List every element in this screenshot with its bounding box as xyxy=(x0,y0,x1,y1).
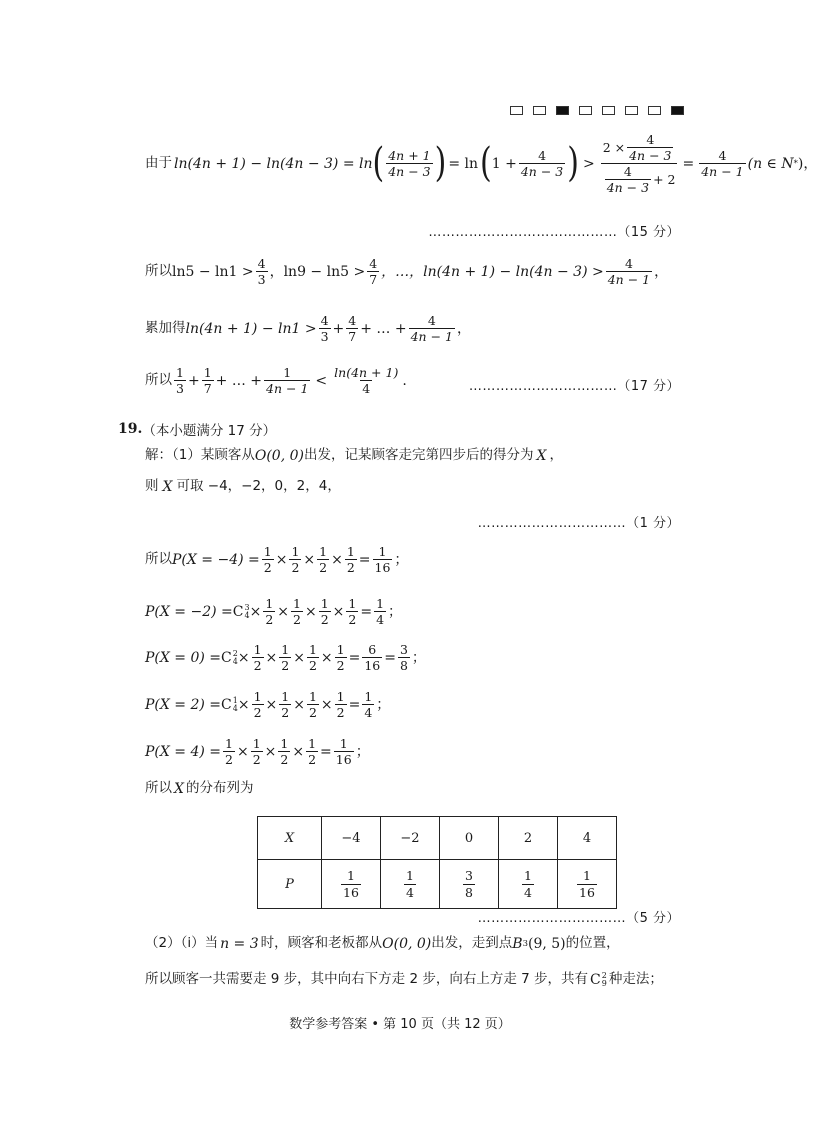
math: X xyxy=(536,448,547,464)
prob-x-neg2: P(X = −2) = C 3 4 × $\frac{1}{2}$ × $\frac{1}{2}$ × $\frac{1}{2}$ × $\frac{1}{2}$ = $\frac{1}{4}$ ； xyxy=(145,596,403,628)
page-footer: 数学参考答案 • 第 10 页（共 12 页） xyxy=(289,1017,511,1032)
header-square-filled xyxy=(556,106,569,115)
fraction: $\frac{4}{3}$ xyxy=(257,256,266,288)
header-square xyxy=(533,106,546,115)
text: 时，顾客和老板都从 xyxy=(260,935,383,952)
text: 可取 −4，−2，0，2，4， xyxy=(176,478,341,495)
text: ， xyxy=(549,447,563,464)
math: > xyxy=(582,155,595,172)
distribution-intro xyxy=(145,782,253,796)
table-cell: 0 xyxy=(440,817,499,860)
conclusion-inequality xyxy=(145,366,407,395)
values-of-x xyxy=(145,480,341,494)
text: 解：（1）某顾客从 xyxy=(145,447,255,464)
math: ， xyxy=(457,320,471,337)
combination: C 1 4 xyxy=(221,695,238,713)
combination: C 3 4 xyxy=(232,602,250,620)
score-marker: ……………………………（1 分） xyxy=(477,516,680,531)
sum-inequality xyxy=(145,314,471,343)
prob-x-2: P(X = 2) = C 1 4 × $\frac{1}{2}$ × $\frac{1}{2}$ × $\frac{1}{2}$ × $\frac{1}{2}$ = $\frac{1}{4}$ ； xyxy=(145,689,391,721)
table-header-x: X xyxy=(258,817,322,860)
math: ln5 − ln1 > xyxy=(172,263,254,280)
score-marker: ……………………………（17 分） xyxy=(468,379,680,394)
header-square xyxy=(579,106,592,115)
table-cell: $\frac{1}{16}$ xyxy=(558,860,617,909)
score-marker: ……………………………（5 分） xyxy=(477,911,680,926)
math: P(X = 4) = xyxy=(145,743,222,760)
text: 所以 xyxy=(145,371,172,388)
paren-open: ( xyxy=(372,139,385,187)
text: 所以 xyxy=(145,262,172,279)
prob-x-4: P(X = 4) = $\frac{1}{2}$ × $\frac{1}{2}$ × $\frac{1}{2}$ × $\frac{1}{2}$ = $\frac{1}{16}$ ； xyxy=(145,736,370,768)
text: 的分布列为 xyxy=(185,780,254,797)
math: (n ∈ N xyxy=(747,155,794,172)
fraction: $\frac{1}{4n - 1}$ xyxy=(266,365,309,397)
table-cell: $\frac{1}{4}$ xyxy=(381,860,440,909)
text: 种走法； xyxy=(608,971,663,988)
question-points: （本小题满分 17 分） xyxy=(142,423,277,439)
table-row xyxy=(258,860,617,909)
math: . xyxy=(402,372,407,389)
text: 累加得 xyxy=(145,319,186,336)
math: P(X = 2) = xyxy=(145,696,222,713)
text: 则 xyxy=(145,478,159,495)
math: B xyxy=(512,936,523,952)
paren-close: ) xyxy=(567,139,579,187)
text: 由于 xyxy=(145,155,172,171)
fraction: $\frac{4}{4n - 3}$ xyxy=(520,148,564,180)
fraction: $\frac{4}{7}$ xyxy=(369,256,378,288)
solution-intro xyxy=(145,449,563,463)
table-cell: $\frac{1}{16}$ xyxy=(322,860,381,909)
score-marker: ……………………………………（15 分） xyxy=(428,225,680,240)
text: 所以 xyxy=(145,550,172,567)
prob-x-neg4: 所以 P(X = −4) = $\frac{1}{2}$ × $\frac{1}{2}$ × $\frac{1}{2}$ × $\frac{1}{2}$ = $\frac{1}{16}$ ； xyxy=(145,544,409,576)
math: P(X = 0) = xyxy=(145,649,222,666)
header-square xyxy=(648,106,661,115)
header-square xyxy=(602,106,615,115)
distribution-table xyxy=(257,816,617,909)
fraction: $\frac{4}{3}$ xyxy=(320,313,329,345)
inequality-list xyxy=(145,257,668,286)
math: + xyxy=(332,320,345,337)
text: （2）（ⅰ）当 xyxy=(145,935,219,952)
paren-open: ( xyxy=(480,139,492,187)
math: 1 + xyxy=(491,155,517,172)
math: )， xyxy=(797,155,817,172)
combination: C 2 4 xyxy=(221,648,238,666)
math: P(X = −4) = xyxy=(172,551,260,568)
math: + xyxy=(187,372,200,389)
text: 出发，走到点 xyxy=(431,935,513,952)
header-square-filled xyxy=(671,106,684,115)
compound-fraction: 2 × $\frac{4}{4n - 3}$ $\frac{4}{4n - 3}$ + 2 xyxy=(602,132,676,196)
math: P(X = −2) = xyxy=(145,603,233,620)
table-cell: 2 xyxy=(499,817,558,860)
math: + … + xyxy=(360,320,407,337)
header-square xyxy=(625,106,638,115)
math: + … + xyxy=(215,372,263,389)
math: X xyxy=(162,479,173,495)
text: 所以 xyxy=(145,780,172,797)
math: O(0, 0) xyxy=(254,448,304,464)
math: = ln xyxy=(448,155,479,172)
math: 3 xyxy=(522,938,528,949)
part2-statement xyxy=(145,937,620,951)
text: 所以顾客一共需要走 9 步，其中向右下方走 2 步，向右上方走 7 步，共有 xyxy=(145,971,589,988)
question-header xyxy=(118,419,276,439)
table-cell: 4 xyxy=(558,817,617,860)
prob-x-0: P(X = 0) = C 2 4 × $\frac{1}{2}$ × $\frac{1}{2}$ × $\frac{1}{2}$ × $\frac{1}{2}$ = $\frac{6}{16}$ = $\frac{3}{8}$ ； xyxy=(145,642,426,674)
fraction: $\frac{1}{7}$ xyxy=(203,365,212,397)
fraction: $\frac{4}{4n - 1}$ xyxy=(701,148,744,180)
path-count xyxy=(145,972,663,988)
text: 的位置， xyxy=(565,935,620,952)
table-cell: $\frac{1}{4}$ xyxy=(499,860,558,909)
table-row xyxy=(258,817,617,860)
math: ，…，ln(4n + 1) − ln(4n − 3) > xyxy=(381,263,604,280)
fraction: $\frac{4}{4n - 1}$ xyxy=(607,256,651,288)
math: (9, 5) xyxy=(528,936,566,952)
math: ， xyxy=(654,263,669,280)
table-cell: −2 xyxy=(381,817,440,860)
math: < xyxy=(315,372,328,389)
combination: C 2 9 xyxy=(590,971,607,988)
table-cell: −4 xyxy=(322,817,381,860)
fraction: $\frac{4}{4n - 1}$ xyxy=(410,313,453,345)
fraction: $\frac{4n + 1}{4n - 3}$ xyxy=(388,148,431,180)
question-number: 19. xyxy=(118,421,143,437)
math: ln(4n + 1) − ln(4n − 3) = ln xyxy=(174,155,373,172)
table-header-p: P xyxy=(258,860,322,909)
math: n = 3 xyxy=(220,936,259,952)
math: X xyxy=(174,781,184,797)
fraction: $\frac{4}{7}$ xyxy=(348,313,357,345)
text: 出发，记某顾客走完第四步后的得分为 xyxy=(303,447,534,464)
header-square xyxy=(510,106,523,115)
fraction: $\frac{1}{3}$ xyxy=(176,365,184,397)
math: * xyxy=(793,158,798,169)
math: ，ln9 − ln5 > xyxy=(269,263,366,280)
math: = xyxy=(682,155,695,172)
inequality-derivation xyxy=(145,133,817,195)
table-cell: $\frac{3}{8}$ xyxy=(440,860,499,909)
math: ln(4n + 1) − ln1 > xyxy=(185,320,317,337)
math: O(0, 0) xyxy=(382,936,432,952)
paren-close: ) xyxy=(434,139,447,187)
fraction: $\frac{\ln(4n + 1)}{4}$ xyxy=(334,365,399,397)
